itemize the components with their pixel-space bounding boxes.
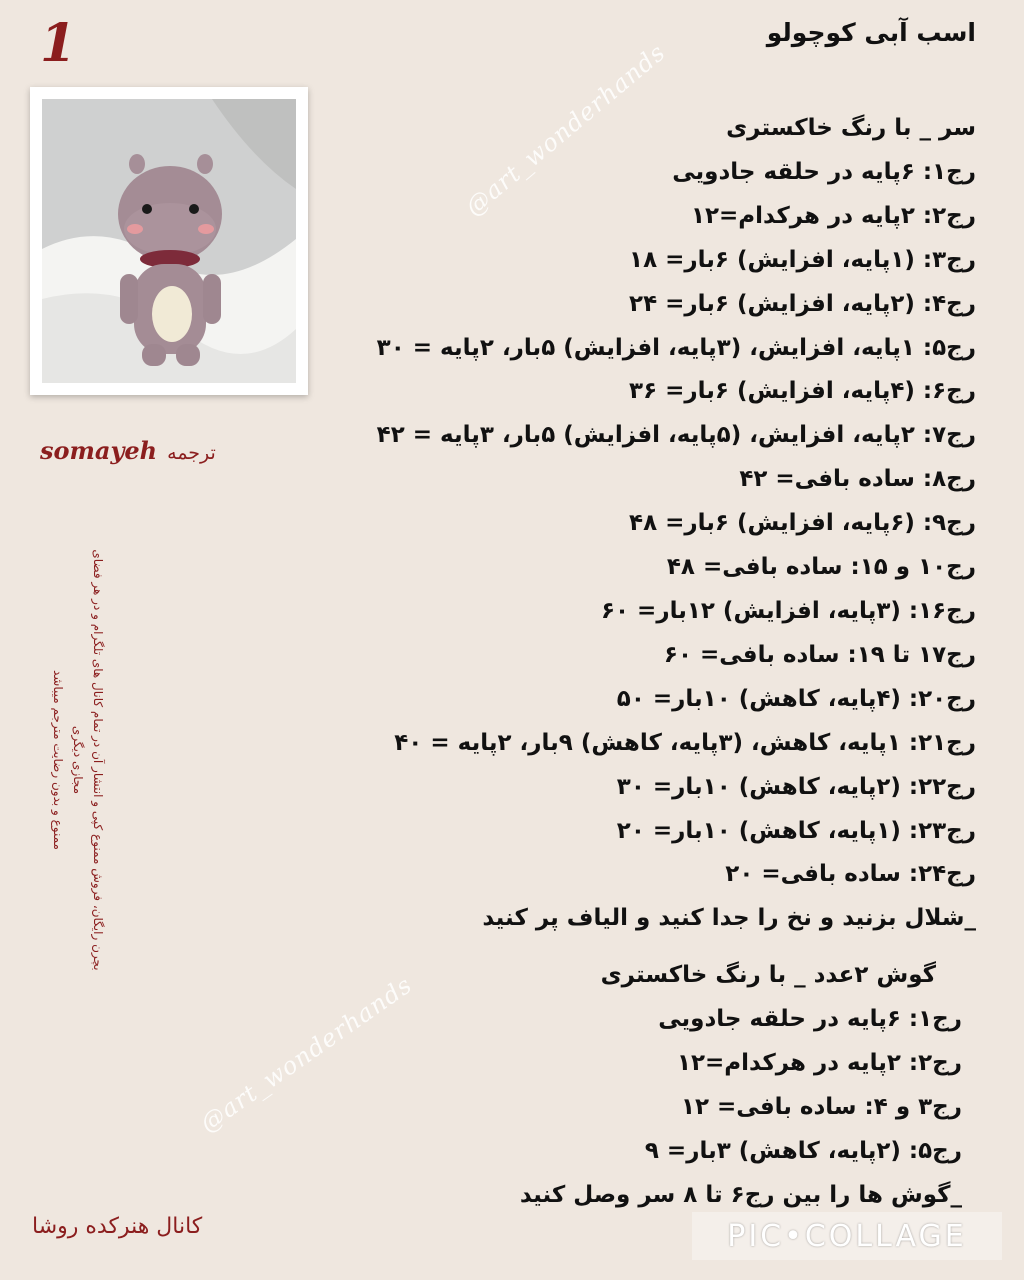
pattern-row: رج۱۰ و ۱۵: ساده بافی= ۴۸ — [666, 554, 976, 581]
pattern-row: رج۵: (۲پایه، کاهش) ۳بار= ۹ — [644, 1137, 962, 1164]
pattern-row: رج۶: (۴پایه، افزایش) ۶بار= ۳۶ — [629, 378, 976, 405]
pattern-row: رج۱: ۶پایه در حلقه جادویی — [658, 1005, 962, 1032]
pattern-row: رج۷: ۲پایه، افزایش، (۵پایه، افزایش) ۵بار، ۳پایه = ۴۲ — [376, 422, 976, 449]
pattern-row: رج۲: ۲پایه در هرکدام=۱۲ — [690, 202, 976, 229]
translator-name: somayeh — [40, 436, 158, 465]
photo-frame — [30, 87, 308, 395]
translator-credit — [40, 436, 250, 465]
head-pattern — [276, 107, 976, 941]
pattern-row: رج۲۳: (۱پایه، کاهش) ۱۰بار= ۲۰ — [616, 817, 976, 844]
section-heading: گوش ۲عدد _ با رنگ خاکستری — [600, 962, 936, 988]
pattern-row: رج۱۷ تا ۱۹: ساده بافی= ۶۰ — [663, 641, 976, 668]
pattern-row: رج۳: (۱پایه، افزایش) ۶بار= ۱۸ — [629, 246, 976, 273]
pattern-row: رج۱۶: (۳پایه، افزایش) ۱۲بار= ۶۰ — [600, 597, 976, 624]
page-number: 1 — [40, 13, 77, 74]
section-heading: سر _ با رنگ خاکستری — [726, 115, 976, 141]
copyright-note-line-2: ممنوع و بدون رضایت مترجم میباشد — [51, 670, 65, 850]
pattern-row: رج۲۴: ساده بافی= ۲۰ — [725, 861, 976, 888]
pattern-row: رج۲: ۲پایه در هرکدام=۱۲ — [676, 1049, 962, 1076]
hippo-amigurumi-photo — [42, 99, 296, 383]
pattern-row: رج۲۱: ۱پایه، کاهش، (۳پایه، کاهش) ۹بار، ۲پایه = ۴۰ — [394, 729, 976, 756]
pattern-row: رج۲۲: (۲پایه، کاهش) ۱۰بار= ۳۰ — [616, 773, 976, 800]
pattern-row: رج۹: (۶پایه، افزایش) ۶بار= ۴۸ — [629, 510, 976, 537]
pattern-instruction: _گوش ها را بین رج۶ تا ۸ سر وصل کنید — [519, 1181, 962, 1208]
pattern-row: رج۸: ساده بافی= ۴۲ — [739, 466, 976, 493]
watermark: @art_wonderhands — [460, 38, 671, 222]
pattern-title: اسب آبی کوچولو — [766, 18, 976, 47]
pattern-row: رج۲۰: (۴پایه، کاهش) ۱۰بار= ۵۰ — [616, 685, 976, 712]
pattern-row: رج۴: (۲پایه، افزایش) ۶بار= ۲۴ — [629, 290, 976, 317]
pattern-row: رج۳ و ۴: ساده بافی= ۱۲ — [680, 1093, 962, 1120]
pic-collage-logo: PIC•COLLAGE — [692, 1212, 1002, 1260]
ear-pattern — [362, 954, 962, 1217]
pattern-instruction: _شلال بزنید و نخ را جدا کنید و الیاف پر کنید — [482, 905, 976, 932]
channel-name: کانال هنرکده روشا — [32, 1214, 203, 1239]
watermark: @art_wonderhands — [195, 970, 418, 1138]
copyright-note-line-1: بچرن رایگان، فروش ممنوع کپی و انتشار آن در تمام کانال های تلگرام و در هر فضای مجازی دیگری — [71, 549, 105, 971]
copyright-note — [48, 540, 108, 980]
pattern-row: رج۱: ۶پایه در حلقه جادویی — [672, 158, 976, 185]
translator-label: ترجمه — [167, 442, 216, 464]
pattern-row: رج۵: ۱پایه، افزایش، (۳پایه، افزایش) ۵بار، ۲پایه = ۳۰ — [376, 334, 976, 361]
